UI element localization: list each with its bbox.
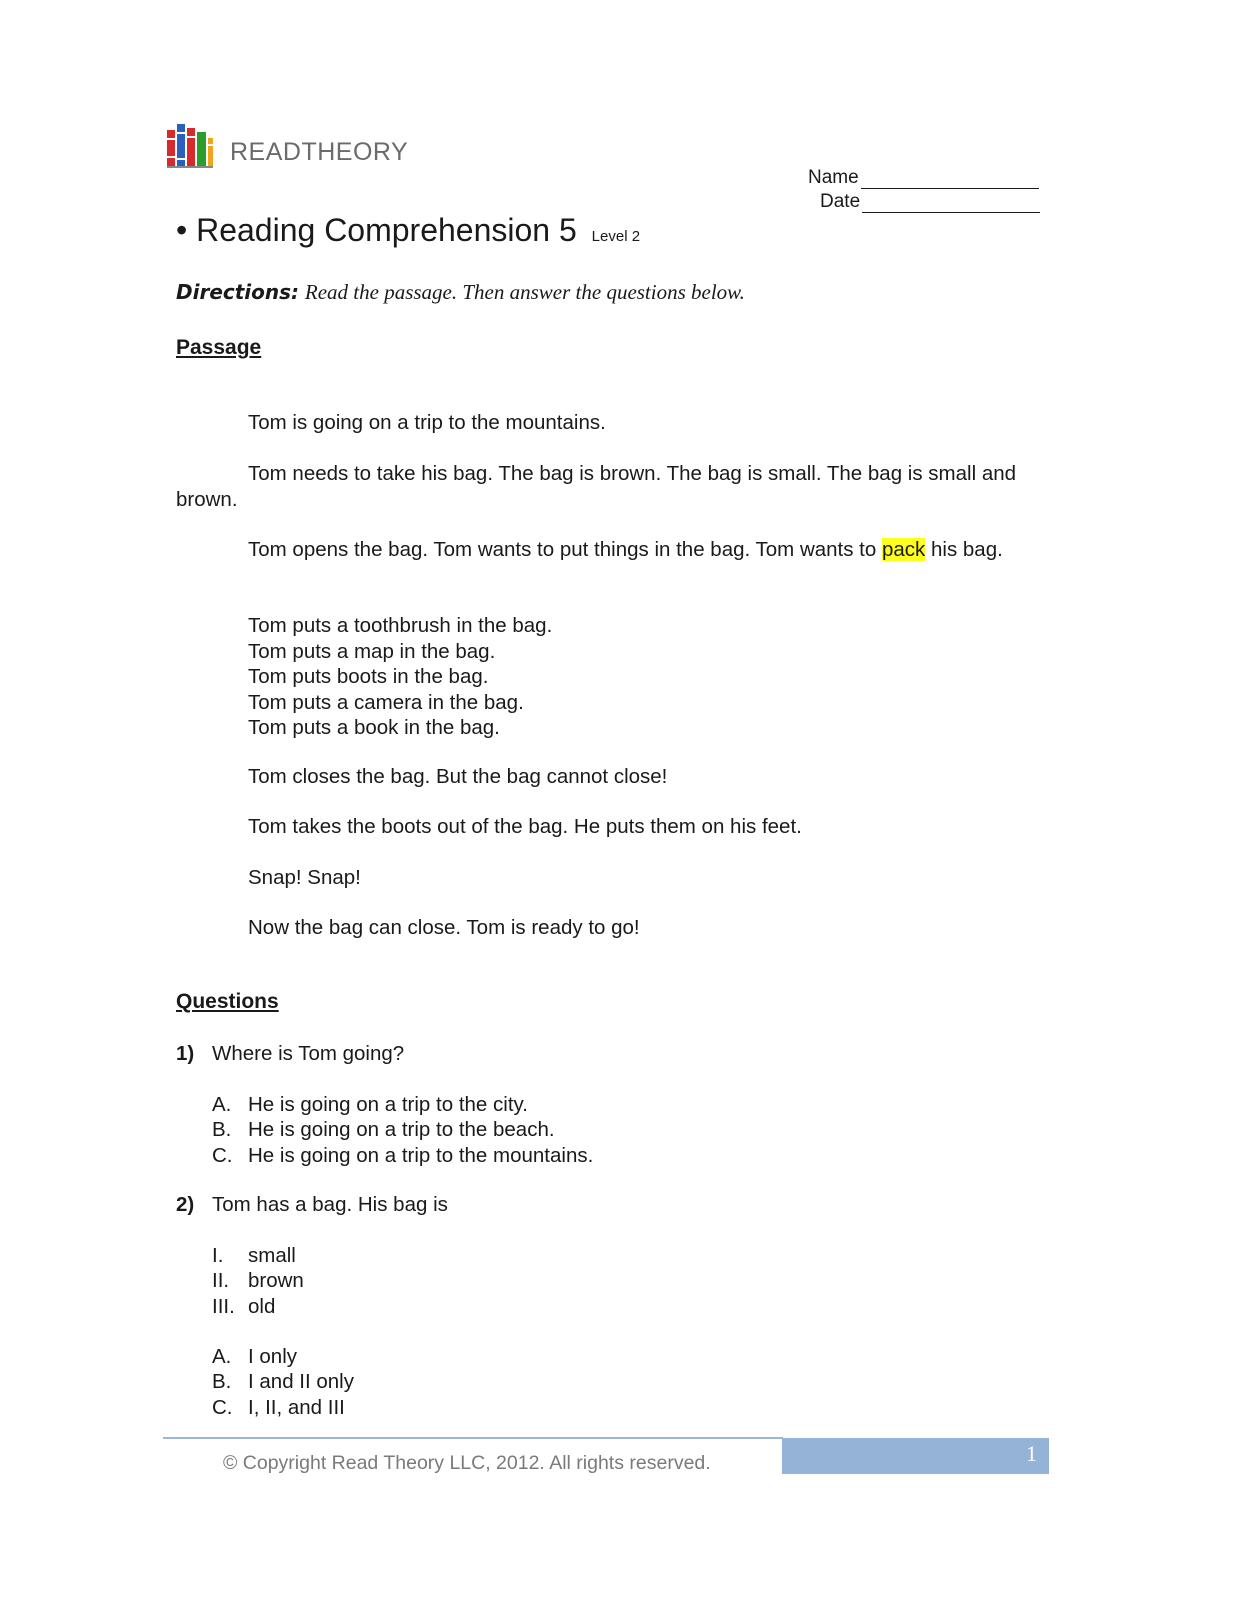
option-letter: A. — [212, 1093, 232, 1116]
date-label: Date — [820, 191, 861, 212]
list-item: Tom puts a camera in the bag. — [248, 690, 524, 714]
footer-divider — [163, 1437, 783, 1439]
passage-paragraph-6: Tom takes the boots out of the bag. He puts them on his feet. — [248, 815, 802, 838]
page-number-box — [782, 1438, 1049, 1474]
question-number: 2) — [176, 1193, 195, 1216]
directions-text: Read the passage. Then answer the questions below. — [304, 280, 745, 304]
option-text: He is going on a trip to the mountains. — [248, 1143, 594, 1167]
brand-name: READTHEORY — [230, 138, 409, 166]
roman-item — [212, 1294, 304, 1319]
list-item: Tom puts a book in the bag. — [248, 716, 500, 739]
option-letter: C. — [212, 1395, 233, 1419]
question-2 — [176, 1193, 448, 1217]
directions-label: Directions: — [176, 280, 300, 304]
date-field[interactable] — [820, 191, 1040, 213]
bookshelf-logo-icon — [167, 124, 215, 168]
questions-heading: Questions — [176, 990, 279, 1013]
roman-numeral: I. — [212, 1244, 224, 1267]
passage-paragraph-5: Tom closes the bag. But the bag cannot close! — [248, 765, 668, 788]
roman-item — [212, 1243, 304, 1268]
page-title — [176, 212, 640, 249]
question-2-options — [212, 1344, 354, 1420]
passage-paragraph-3 — [176, 537, 1046, 563]
roman-numeral: III. — [212, 1294, 235, 1318]
passage-heading: Passage — [176, 336, 262, 359]
highlighted-word: pack — [881, 538, 926, 561]
title-bullet: • — [176, 212, 188, 248]
question-text: Tom has a bag. His bag is — [212, 1193, 448, 1216]
answer-option[interactable] — [212, 1395, 354, 1420]
passage-paragraph-8: Now the bag can close. Tom is ready to go! — [248, 916, 640, 939]
option-letter: C. — [212, 1143, 233, 1167]
name-label: Name — [808, 167, 859, 188]
roman-numeral: II. — [212, 1269, 230, 1293]
p3-before: Tom opens the bag. Tom wants to put things in the bag. Tom wants to — [248, 538, 882, 561]
option-letter: A. — [212, 1345, 232, 1368]
name-line — [861, 171, 1039, 189]
passage-paragraph-2: Tom needs to take his bag. The bag is brown. The bag is small. The bag is small and brown. — [176, 462, 1017, 511]
copyright-text: © Copyright Read Theory LLC, 2012. All rights reserved. — [223, 1452, 711, 1474]
list-item: Tom puts boots in the bag. — [248, 665, 489, 688]
roman-text: brown — [248, 1269, 304, 1293]
page-number: 1 — [1026, 1441, 1037, 1466]
option-text: He is going on a trip to the beach. — [248, 1118, 555, 1142]
option-text: I and II only — [248, 1370, 354, 1394]
directions — [176, 280, 745, 305]
question-text: Where is Tom going? — [212, 1042, 405, 1065]
answer-option[interactable] — [212, 1143, 593, 1168]
option-text: He is going on a trip to the city. — [248, 1093, 528, 1116]
list-item: Tom puts a map in the bag. — [248, 639, 496, 663]
option-letter: B. — [212, 1370, 232, 1394]
title-level: Level 2 — [591, 228, 641, 245]
passage-paragraph-1: Tom is going on a trip to the mountains. — [248, 411, 606, 434]
question-1-options — [212, 1092, 593, 1168]
list-item: Tom puts a toothbrush in the bag. — [248, 614, 553, 637]
question-2-roman-list — [212, 1243, 304, 1319]
roman-item — [212, 1268, 304, 1293]
p3-after: his bag. — [925, 538, 1003, 561]
answer-option[interactable] — [212, 1344, 354, 1369]
option-text: I only — [248, 1345, 297, 1368]
name-field[interactable] — [808, 167, 1039, 189]
option-letter: B. — [212, 1118, 232, 1142]
question-number: 1) — [176, 1042, 195, 1065]
answer-option[interactable] — [212, 1117, 593, 1142]
date-line — [862, 195, 1040, 213]
answer-option[interactable] — [212, 1092, 593, 1117]
passage-paragraph-7: Snap! Snap! — [248, 866, 361, 889]
roman-text: old — [248, 1294, 276, 1318]
question-1 — [176, 1042, 404, 1066]
answer-option[interactable] — [212, 1369, 354, 1394]
title-text: Reading Comprehension 5 — [196, 212, 577, 248]
option-text: I, II, and III — [248, 1395, 345, 1419]
roman-text: small — [248, 1244, 296, 1267]
passage-list — [176, 613, 1118, 741]
